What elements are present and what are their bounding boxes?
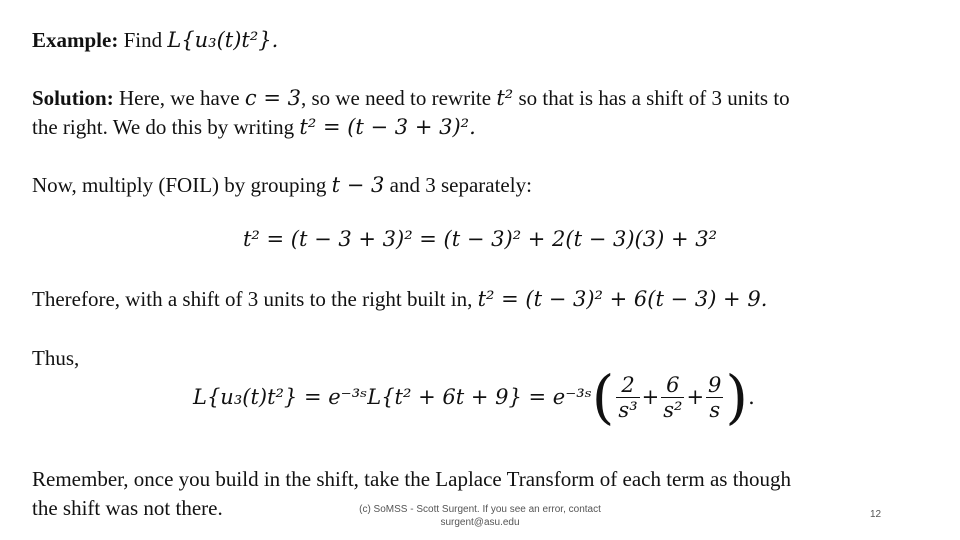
right-paren: ) [725,363,749,431]
solution-text-c: so that is has a shift of 3 units to [518,86,790,110]
foil-line [32,172,532,198]
fraction-2-numerator: 6 [661,373,684,398]
fraction-3-denominator: s [709,397,721,422]
plus-sign-2: + [686,385,705,409]
thus-label: Thus, [32,346,80,370]
solution-line-2 [32,114,476,140]
fraction-2-denominator: s² [663,397,683,422]
solution-line2-text: the right. We do this by writing [32,115,295,139]
footer-line-2: surgent@asu.edu [440,517,520,528]
remember-line-1: Remember, once you build in the shift, take the Laplace Transform of each term as though [32,467,792,491]
therefore-line [32,286,767,312]
solution-text-b: , so we need to rewrite [300,86,492,110]
remember-line-2: the shift was not there. [32,496,223,520]
solution-line2-expr: t² = (t − 3 + 3)². [299,115,476,139]
equation-1: t² = (t − 3 + 3)² = (t − 3)² + 2(t − 3)(3) + 3² [242,227,718,251]
fraction-3 [706,373,723,422]
footer-line-1: (c) SoMSS - Scott Surgent. If you see an error, contact [359,504,601,515]
page-number: 12 [870,509,882,520]
therefore-expr: t² = (t − 3)² + 6(t − 3) + 9. [477,287,768,311]
therefore-text: Therefore, with a shift of 3 units to the right built in, [32,287,473,311]
solution-label: Solution: [32,86,114,110]
solution-expr-c: c = 3 [244,86,301,110]
solution-text-a: Here, we have [118,86,240,110]
example-expression: L{u₃(t)t²}. [167,28,279,52]
foil-expr: t − 3 [331,173,385,197]
fraction-2 [661,373,684,422]
solution-expr-t2: t² [496,86,514,110]
plus-sign-1: + [641,385,660,409]
fraction-1-numerator: 2 [616,373,639,398]
equation-2 [193,363,755,431]
foil-text-a: Now, multiply (FOIL) by grouping [32,173,327,197]
solution-line-1 [32,85,790,111]
equation-2-end: . [748,385,755,409]
left-paren: ( [591,363,615,431]
example-line [32,27,278,53]
foil-text-b: and 3 separately: [389,173,532,197]
example-label: Example: [32,28,119,52]
fraction-3-numerator: 9 [708,372,722,397]
equation-2-lhs: L{u₃(t)t²} = e⁻³ˢL{t² + 6t + 9} = e⁻³ˢ [193,385,592,409]
fraction-1-denominator: s³ [618,397,638,422]
fraction-1 [616,373,639,422]
example-text: Find [123,28,163,52]
footer-credit [335,503,625,529]
